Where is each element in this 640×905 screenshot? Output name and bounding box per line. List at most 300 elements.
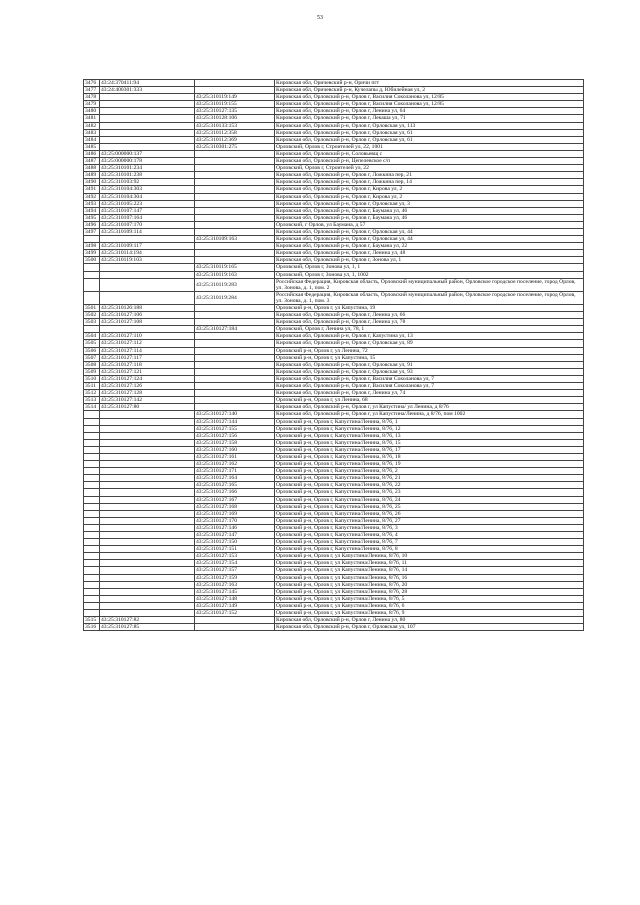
cadastral-number-cell [100,532,195,539]
row-number-cell [84,503,100,510]
table-row [84,257,584,264]
cadastral-number-cell: 43:25:310127:128 [100,390,195,397]
row-number-cell [84,326,100,333]
row-number-cell: 3490 [84,179,100,186]
row-number-cell: 3492 [84,193,100,200]
row-number-cell: 3506 [84,347,100,354]
cadastral-number-cell: 43:25:310101:234 [100,165,195,172]
cadastral-number-cell [100,588,195,595]
address-cell: Орловский р-н, Орлов г, Капустина/Ленина, 8/76, 7 [275,539,584,546]
row-number-cell: 3484 [84,136,100,143]
cadastral-number-cell: 43:25:310127:126 [100,383,195,390]
table-row [84,404,584,411]
table-row [84,165,584,172]
cadastral-number-cell [100,439,195,446]
row-number-cell: 3503 [84,319,100,326]
row-number-cell [84,461,100,468]
page-number: 53 [317,15,323,21]
address-cell: Орловский р-н, Орлов г, ул Капустина/Ленина, 8/76, 28 [275,588,584,595]
sub-cadastral-number-cell: 43:25:310127:170 [195,517,275,524]
sub-cadastral-number-cell [195,250,275,257]
cadastral-number-cell: 43:25:310127:82 [100,617,195,624]
table-row [84,453,584,460]
table-row [84,446,584,453]
table-row [84,143,584,150]
table-row [84,200,584,207]
row-number-cell: 3507 [84,354,100,361]
row-number-cell [84,610,100,617]
address-cell: Орловский р-н, Орлов г, ул Капустина/Ленина, 8/76, 16 [275,574,584,581]
sub-cadastral-number-cell [195,354,275,361]
table-row [84,129,584,136]
table-row [84,524,584,531]
table-row [84,468,584,475]
table-row [84,553,584,560]
address-cell: Орловский р-н, Орлов г, Капустина/Ленина, 8/76, 13 [275,432,584,439]
table-row [84,221,584,228]
row-number-cell: 3483 [84,129,100,136]
sub-cadastral-number-cell: 43:25:310127:153 [195,553,275,560]
row-number-cell [84,468,100,475]
row-number-cell [84,446,100,453]
row-number-cell: 3499 [84,250,100,257]
cadastral-number-cell [100,468,195,475]
sub-cadastral-number-cell: 43:25:310127:161 [195,453,275,460]
sub-cadastral-number-cell [195,207,275,214]
cadastral-number-cell [100,546,195,553]
cadastral-number-cell [100,510,195,517]
address-cell: Кировская обл, Орловский р-н, Орлов г, Ленина ул, 74 [275,390,584,397]
table-row [84,503,584,510]
address-cell: Орловский, Орлов г, Зонова ул, 1, 1 [275,264,584,271]
row-number-cell: 3508 [84,361,100,368]
address-cell: Орловский р-н, Орлов г, Капустина/Ленина, 8/76, 4 [275,532,584,539]
row-number-cell: 3511 [84,383,100,390]
sub-cadastral-number-cell [195,165,275,172]
row-number-cell [84,418,100,425]
table-row [84,567,584,574]
address-cell: Орловский р-н, Орлов г, Капустина/Ленина, 8/76, 27 [275,517,584,524]
table-row [84,539,584,546]
sub-cadastral-number-cell: 43:25:310127:169 [195,510,275,517]
cadastral-number-cell [100,143,195,150]
sub-cadastral-number-cell: 43:25:310127:157 [195,567,275,574]
cadastral-number-cell: 43:25:310127:121 [100,368,195,375]
address-cell: Орловский, Орлов г, Зонова ул, 1, 1002 [275,271,584,278]
cadastral-number-cell [100,581,195,588]
table-row [84,602,584,609]
registry-table-container [83,79,583,631]
row-number-cell [84,439,100,446]
sub-cadastral-number-cell [195,624,275,631]
cadastral-number-cell: 43:25:000000:137 [100,150,195,157]
address-cell: Кировская обл, Орловский р-н, Орлов г, Баумана ул, 22 [275,243,584,250]
cadastral-number-cell: 43:25:310107:147 [100,207,195,214]
row-number-cell [84,411,100,418]
row-number-cell [84,539,100,546]
cadastral-number-cell: 43:25:310127:106 [100,312,195,319]
table-row [84,617,584,624]
address-cell: Орловский р-н, Орлов г, Капустина/Ленина, 8/76, 25 [275,503,584,510]
sub-cadastral-number-cell [195,179,275,186]
address-cell: Орловский р-н, Орлов г, ул Ленина, 68 [275,397,584,404]
row-number-cell [84,595,100,602]
cadastral-number-cell [100,461,195,468]
table-row [84,214,584,221]
cadastral-number-cell [100,503,195,510]
sub-cadastral-number-cell [195,397,275,404]
address-cell: Кировская обл, Орловский р-н, Орлов г, Орловская ул, 107 [275,624,584,631]
table-row [84,172,584,179]
address-cell: Кировская обл, Орловский р-н, Орлов г, Кирова ул, 2 [275,193,584,200]
cadastral-number-cell [100,567,195,574]
table-row [84,560,584,567]
sub-cadastral-number-cell: 43:25:310127:165 [195,482,275,489]
cadastral-number-cell [100,418,195,425]
table-row [84,228,584,235]
sub-cadastral-number-cell: 43:25:310127:135 [195,108,275,115]
sub-cadastral-number-cell [195,319,275,326]
table-row [84,94,584,101]
sub-cadastral-number-cell: 43:25:310127:146 [195,524,275,531]
sub-cadastral-number-cell: 43:25:310119:155 [195,101,275,108]
sub-cadastral-number-cell [195,333,275,340]
row-number-cell: 3491 [84,186,100,193]
row-number-cell [84,264,100,271]
cadastral-number-cell: 43:24:400301:333 [100,87,195,94]
table-row [84,108,584,115]
address-cell: Кировская обл, Орловский р-н, Орлов г, Ленина ул, 48 [275,250,584,257]
sub-cadastral-number-cell: 43:25:310127:151 [195,546,275,553]
cadastral-number-cell: 43:25:310119:103 [100,257,195,264]
address-cell: Кировская обл, Орловский р-н, Орлов г, Зонова ул, 1 [275,257,584,264]
table-row [84,418,584,425]
row-number-cell [84,425,100,432]
table-row [84,354,584,361]
table-row [84,624,584,631]
row-number-cell: 3477 [84,87,100,94]
row-number-cell [84,524,100,531]
address-cell: Кировская обл, Орловский р-н, Орлов г, Орловская ул, 93 [275,368,584,375]
table-row [84,368,584,375]
cadastral-number-cell [100,136,195,143]
sub-cadastral-number-cell: 43:25:310119:283 [195,278,275,291]
row-number-cell: 3478 [84,94,100,101]
row-number-cell: 3498 [84,243,100,250]
sub-cadastral-number-cell: 43:25:310301:275 [195,143,275,150]
cadastral-number-cell [100,94,195,101]
cadastral-number-cell [100,595,195,602]
row-number-cell: 3516 [84,624,100,631]
row-number-cell [84,482,100,489]
sub-cadastral-number-cell [195,193,275,200]
sub-cadastral-number-cell [195,617,275,624]
row-number-cell: 3501 [84,305,100,312]
table-row [84,595,584,602]
row-number-cell: 3514 [84,404,100,411]
address-cell: Кировская обл, Орловский р-н, Орлов г, Ленина ул, 80 [275,617,584,624]
table-row [84,179,584,186]
sub-cadastral-number-cell [195,186,275,193]
cadastral-number-cell [100,539,195,546]
table-row [84,278,584,291]
cadastral-number-cell: 43:25:310127:118 [100,361,195,368]
table-row [84,326,584,333]
sub-cadastral-number-cell: 43:25:310127:149 [195,602,275,609]
address-cell: Орловский, Орлов г, Строителей ул, 22 [275,165,584,172]
row-number-cell [84,489,100,496]
sub-cadastral-number-cell: 43:25:310127:162 [195,461,275,468]
address-cell: Орловский р-н, Орлов г, ул Капустина, 19 [275,305,584,312]
sub-cadastral-number-cell: 43:25:310127:148 [195,595,275,602]
cadastral-number-cell [100,278,195,291]
sub-cadastral-number-cell [195,243,275,250]
cadastral-number-cell: 43:25:310107:164 [100,214,195,221]
address-cell: Кировская обл, Орловский р-н, Орлов г, Лекаша ул, 71 [275,115,584,122]
row-number-cell [84,517,100,524]
table-row [84,101,584,108]
sub-cadastral-number-cell: 43:25:310119:163 [195,271,275,278]
table-row [84,291,584,304]
row-number-cell [84,574,100,581]
sub-cadastral-number-cell: 43:25:310127:154 [195,560,275,567]
sub-cadastral-number-cell [195,87,275,94]
cadastral-number-cell: 43:25:310127:80 [100,404,195,411]
address-cell: Кировская обл, Орловский р-н, Соловьевщ с [275,150,584,157]
address-cell: Российская Федерация, Кировская область, Орловский муниципальный район, Орловское городское поселение, город Орлов, ул. Зонова, д. 1, пом. 3 [275,291,584,304]
table-row [84,305,584,312]
address-cell: Орловский р-н, Орлов г, Капустина/Ленина, 8/76, 15 [275,439,584,446]
row-number-cell: 3494 [84,207,100,214]
cadastral-number-cell: 43:25:310104:303 [100,186,195,193]
address-cell: Кировская обл, Орловский р-н, Орлов г, Орловская ул, 89 [275,340,584,347]
sub-cadastral-number-cell [195,383,275,390]
address-cell: Орловский р-н, Орлов г, Капустина/Ленина, 8/76, 23 [275,489,584,496]
row-number-cell [84,432,100,439]
address-cell: Орловский р-н, Орлов г, Капустина/Ленина, 8/76, 19 [275,461,584,468]
table-row [84,243,584,250]
row-number-cell [84,581,100,588]
sub-cadastral-number-cell: 43:25:310127:168 [195,503,275,510]
cadastral-number-cell [100,101,195,108]
address-cell: Кировская обл, Орловский р-н, Орлов г, Орловская ул, 113 [275,122,584,129]
cadastral-number-cell [100,610,195,617]
address-cell: Орловский р-н, Орлов г, Капустина/Ленина, 8/76, 22 [275,482,584,489]
table-row [84,432,584,439]
row-number-cell [84,291,100,304]
address-cell: Кировская обл, Орловский р-н, Орлов г, Орловская ул, 44 [275,228,584,235]
address-cell: Орловский р-н, Орлов г, Капустина/Ленина, 8/76, 18 [275,453,584,460]
sub-cadastral-number-cell: 43:25:310127:166 [195,489,275,496]
sub-cadastral-number-cell [195,228,275,235]
sub-cadastral-number-cell: 43:25:310127:184 [195,326,275,333]
address-cell: Орловский р-н, Орлов г, ул Капустина/Ленина, 8/76, 20 [275,581,584,588]
table-row [84,439,584,446]
address-cell: Орловский р-н, Орлов г, ул Капустина/Ленина, 8/76, 9 [275,610,584,617]
sub-cadastral-number-cell: 43:25:310127:159 [195,574,275,581]
address-cell: Орловский р-н, Орлов г, Капустина/Ленина, 8/76, 12 [275,425,584,432]
table-row [84,510,584,517]
address-cell: Кировская обл, Орловский р-н, Орлов г, Ленина ул, 78 [275,319,584,326]
address-cell: Кировская обл, Орловский р-н, Орлов г, Василия Соколанова ул, 7 [275,383,584,390]
row-number-cell [84,236,100,243]
address-cell: Орловский р-н, Орлов г, ул Капустина/Ленина, 8/76, 11 [275,560,584,567]
table-row [84,333,584,340]
sub-cadastral-number-cell: 43:25:310127:164 [195,475,275,482]
cadastral-number-cell [100,489,195,496]
address-cell: Кировская обл, Оричевский р-н, Оричи пгт [275,80,584,87]
address-cell: Орловский, Орлов г, Ленина ул, 78, 1 [275,326,584,333]
row-number-cell: 3481 [84,115,100,122]
sub-cadastral-number-cell: 43:25:310127:140 [195,411,275,418]
address-cell: Кировская обл, Орловский р-н, Орлов г, Орловская ул, 44 [275,236,584,243]
cadastral-number-cell [100,496,195,503]
address-cell: Кировская обл, Орловский р-н, Орлов г, Капустина ул, 13 [275,333,584,340]
address-cell: Кировская обл, Орловский р-н, Цепелевское с/п [275,158,584,165]
sub-cadastral-number-cell [195,150,275,157]
table-row [84,87,584,94]
cadastral-number-cell [100,425,195,432]
table-row [84,312,584,319]
row-number-cell: 3500 [84,257,100,264]
table-row [84,588,584,595]
sub-cadastral-number-cell: 43:25:310119:149 [195,94,275,101]
cadastral-registry-table [83,79,584,631]
sub-cadastral-number-cell [195,221,275,228]
address-cell: Орловский р-н, Орлов г, Капустина/Ленина, 8/76, 24 [275,496,584,503]
cadastral-number-cell: 43:25:310127:117 [100,354,195,361]
sub-cadastral-number-cell [195,375,275,382]
table-row [84,340,584,347]
table-row [84,482,584,489]
table-row [84,271,584,278]
address-cell: Кировская обл, Орловский р-н, Орлов г, ул Капустина/ ул Ленина, д 8/76 [275,404,584,411]
sub-cadastral-number-cell [195,340,275,347]
address-cell: Кировская обл, Орловский р-н, Орлов г, Ленина ул, 64 [275,108,584,115]
sub-cadastral-number-cell: 43:25:310119:284 [195,291,275,304]
row-number-cell [84,567,100,574]
table-row [84,207,584,214]
table-row [84,186,584,193]
table-row [84,581,584,588]
row-number-cell: 3489 [84,172,100,179]
table-row [84,250,584,257]
table-row [84,347,584,354]
sub-cadastral-number-cell: 43:25:310127:145 [195,588,275,595]
row-number-cell [84,510,100,517]
sub-cadastral-number-cell: 43:25:310127:171 [195,468,275,475]
row-number-cell [84,453,100,460]
address-cell: Кировская обл, Орловский р-н, Орлов г, Кирова ул, 2 [275,186,584,193]
cadastral-number-cell [100,115,195,122]
address-cell: Орловский, г Орлов, ул Баумана, д 57 [275,221,584,228]
sub-cadastral-number-cell [195,158,275,165]
row-number-cell: 3512 [84,390,100,397]
row-number-cell: 3487 [84,158,100,165]
cadastral-number-cell [100,517,195,524]
table-row [84,397,584,404]
sub-cadastral-number-cell: 43:25:310127:167 [195,496,275,503]
table-row [84,489,584,496]
sub-cadastral-number-cell [195,404,275,411]
cadastral-number-cell: 43:25:310109:114 [100,228,195,235]
sub-cadastral-number-cell [195,257,275,264]
address-cell: Кировская обл, Орловский р-н, Орлов г, Ленина ул, 66 [275,312,584,319]
sub-cadastral-number-cell [195,361,275,368]
sub-cadastral-number-cell [195,312,275,319]
table-row [84,461,584,468]
row-number-cell: 3476 [84,80,100,87]
address-cell: Орловский р-н, Орлов г, Капустина/Ленина, 8/76, 3 [275,524,584,531]
row-number-cell [84,588,100,595]
row-number-cell [84,560,100,567]
address-cell: Орловский р-н, Орлов г, Капустина/Ленина, 8/76, 2 [275,468,584,475]
row-number-cell: 3510 [84,375,100,382]
sub-cadastral-number-cell: 43:25:310109:163 [195,236,275,243]
cadastral-number-cell: 43:25:310101:238 [100,172,195,179]
sub-cadastral-number-cell [195,200,275,207]
table-row [84,375,584,382]
cadastral-number-cell [100,411,195,418]
row-number-cell: 3496 [84,221,100,228]
cadastral-number-cell [100,574,195,581]
address-cell: Орловский р-н, Орлов г, ул Капустина/Ленина, 8/76, 6 [275,602,584,609]
sub-cadastral-number-cell: 43:25:310119:165 [195,264,275,271]
cadastral-number-cell [100,560,195,567]
cadastral-number-cell: 43:25:310103:92 [100,179,195,186]
address-cell: Орловский р-н, Орлов г, ул Капустина, 15 [275,354,584,361]
table-row [84,236,584,243]
cadastral-number-cell: 43:25:000000:178 [100,158,195,165]
row-number-cell: 3515 [84,617,100,624]
address-cell: Орловский, Орлов г, Строителей ул, 22, 1001 [275,143,584,150]
row-number-cell [84,532,100,539]
address-cell: Кировская обл, Орловский р-н, Орлов г, Ложкина пер, 21 [275,172,584,179]
address-cell: Кировская обл, Орловский р-н, Орлов г, Орловская ул, 3 [275,200,584,207]
sub-cadastral-number-cell [195,347,275,354]
cadastral-number-cell [100,271,195,278]
cadastral-number-cell [100,602,195,609]
table-row [84,610,584,617]
address-cell: Кировская обл, Орловский р-н, Орлов г, ул Капустина/Ленина, д 8/76, пом 1002 [275,411,584,418]
cadastral-number-cell: 43:25:310105:223 [100,200,195,207]
cadastral-number-cell: 43:25:310127:108 [100,319,195,326]
address-cell: Орловский р-н, Орлов г, Капустина/Ленина, 8/76, 8 [275,546,584,553]
row-number-cell: 3485 [84,143,100,150]
address-cell: Орловский р-н, Орлов г, Капустина/Ленина, 8/76, 26 [275,510,584,517]
cadastral-number-cell [100,553,195,560]
row-number-cell: 3513 [84,397,100,404]
row-number-cell: 3509 [84,368,100,375]
table-body [84,80,584,631]
address-cell: Орловский р-н, Орлов г, Капустина/Ленина, 8/76, 1 [275,418,584,425]
cadastral-number-cell [100,291,195,304]
row-number-cell: 3482 [84,122,100,129]
address-cell: Орловский р-н, Орлов г, ул Капустина/Ленина, 8/76, 10 [275,553,584,560]
address-cell: Российская Федерация, Кировская область, Орловский муниципальный район, Орловское городское поселение, город Орлов, ул. Зонова, д. 1, пом. 2 [275,278,584,291]
address-cell: Кировская обл, Орловский р-н, Орлов г, Орловская ул, 91 [275,361,584,368]
row-number-cell [84,271,100,278]
cadastral-number-cell [100,236,195,243]
table-row [84,517,584,524]
cadastral-number-cell: 43:25:310127:110 [100,333,195,340]
row-number-cell [84,553,100,560]
table-row [84,264,584,271]
cadastral-number-cell: 43:25:310127:124 [100,375,195,382]
sub-cadastral-number-cell: 43:25:310133:153 [195,122,275,129]
cadastral-number-cell: 43:24:370411:94 [100,80,195,87]
table-row [84,158,584,165]
